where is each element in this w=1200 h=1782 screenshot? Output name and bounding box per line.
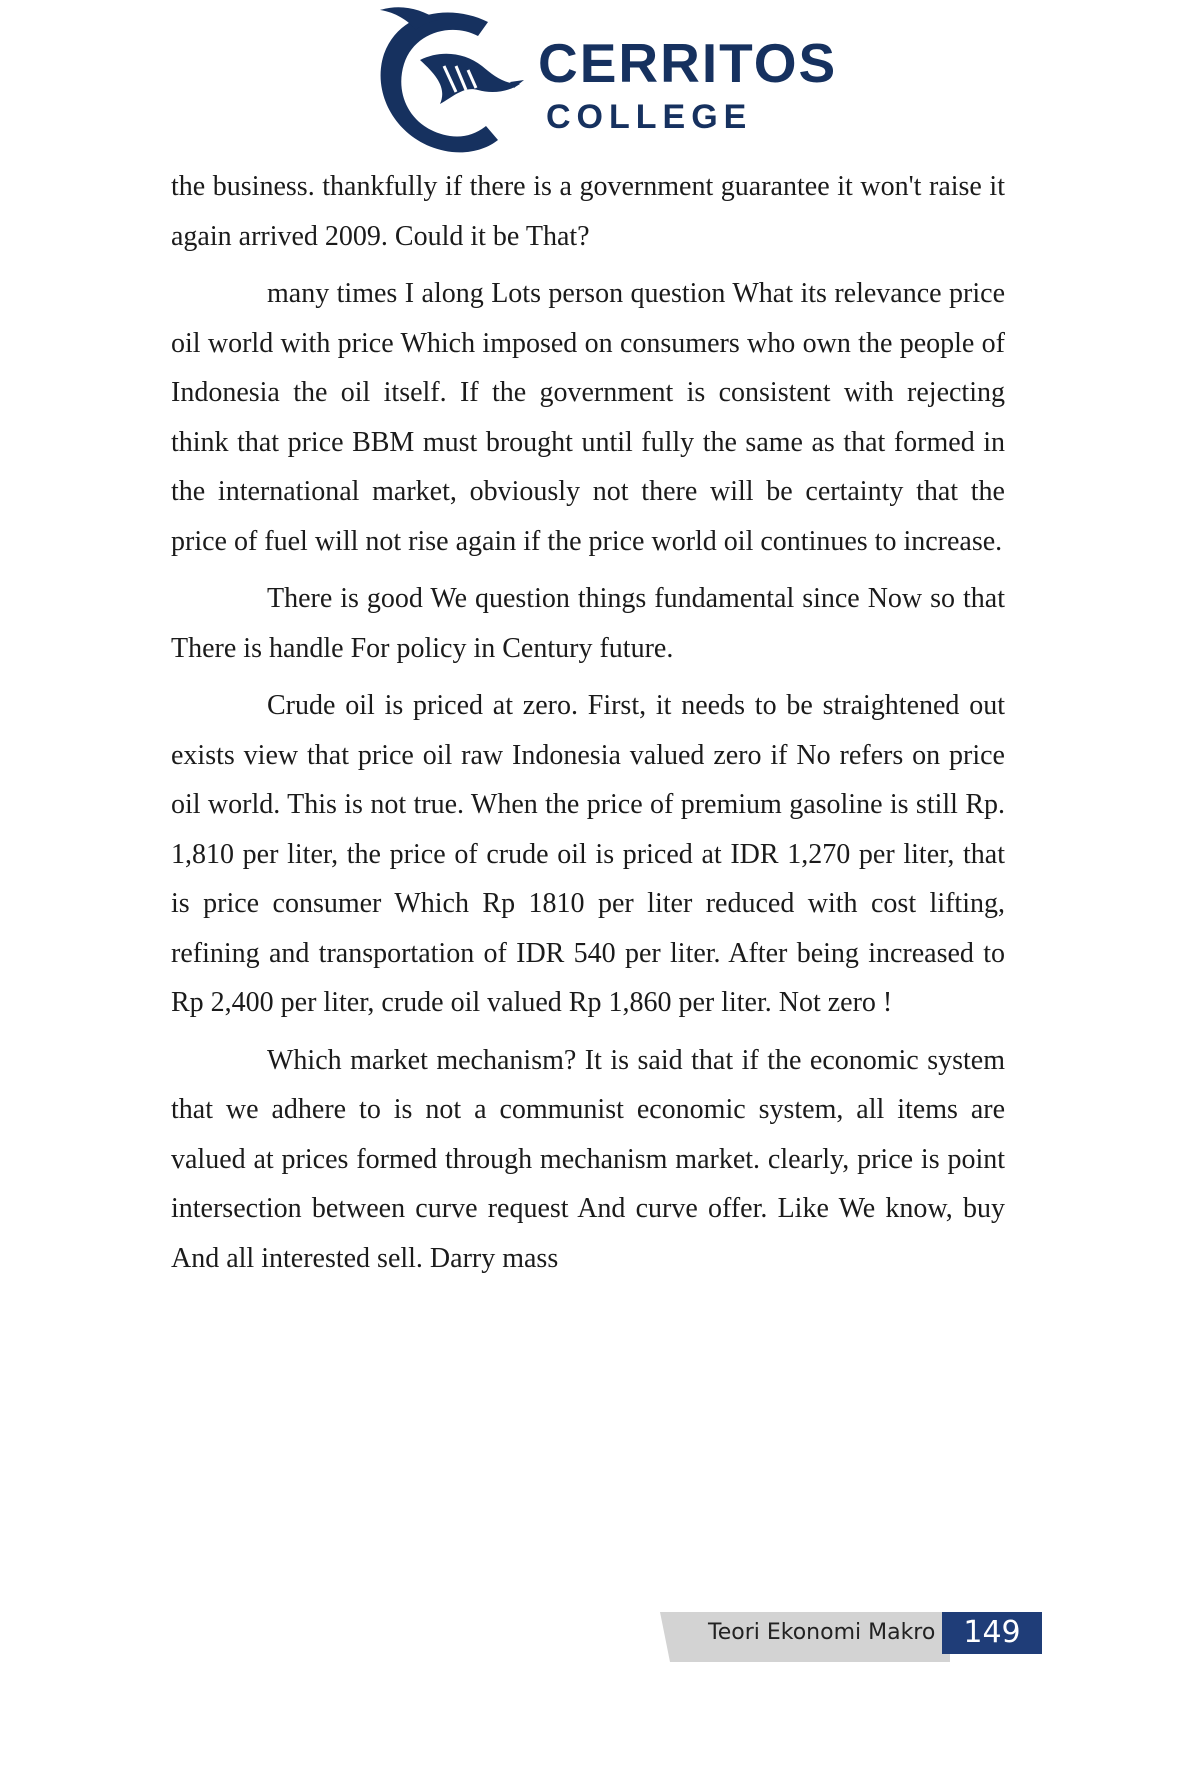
page-body (171, 162, 1005, 1291)
page-footer (660, 1612, 1042, 1656)
paragraph: Crude oil is priced at zero. First, it needs to be straightened out exists view that price oil raw Indonesia valued zero if No refers on price oil world. This is not true. When the price of premium gasoline is still Rp. 1,810 per liter, the price of crude oil is priced at IDR 1,270 per liter, that is price consumer Which Rp 1810 per liter reduced with cost lifting, refining and transportation of IDR 540 per liter. After being increased to Rp 2,400 per liter, crude oil valued Rp 1,860 per liter. Not zero ! (171, 690, 1005, 1018)
paragraph: There is good We question things fundamental since Now so that There is handle For policy in Century future. (171, 583, 1005, 664)
logo-subtitle: COLLEGE (546, 98, 753, 136)
paragraph: many times I along Lots person question What its relevance price oil world with price Which imposed on consumers who own the people of Indonesia the oil itself. If the government is consistent with rejecting think that price BBM must brought until fully the same as that formed in the international market, obviously not there will be certainty that the price of fuel will not rise again if the price world oil continues to increase. (171, 278, 1005, 557)
college-logo (360, 0, 860, 160)
paragraph: Which market mechanism? It is said that if the economic system that we adhere to is not a communist economic system, all items are valued at prices formed through mechanism market. clearly, price is point intersection between curve request And curve offer. Like We know, buy And all interested sell. Darry mass (171, 1044, 1005, 1274)
page-number: 149 (942, 1612, 1042, 1654)
paragraph: the business. thankfully if there is a government guarantee it won't raise it again arrived 2009. Could it be That? (171, 171, 1005, 252)
book-title: Teori Ekonomi Makro (708, 1620, 936, 1645)
logo-name: CERRITOS (538, 32, 838, 94)
eagle-emblem-icon (360, 0, 540, 160)
